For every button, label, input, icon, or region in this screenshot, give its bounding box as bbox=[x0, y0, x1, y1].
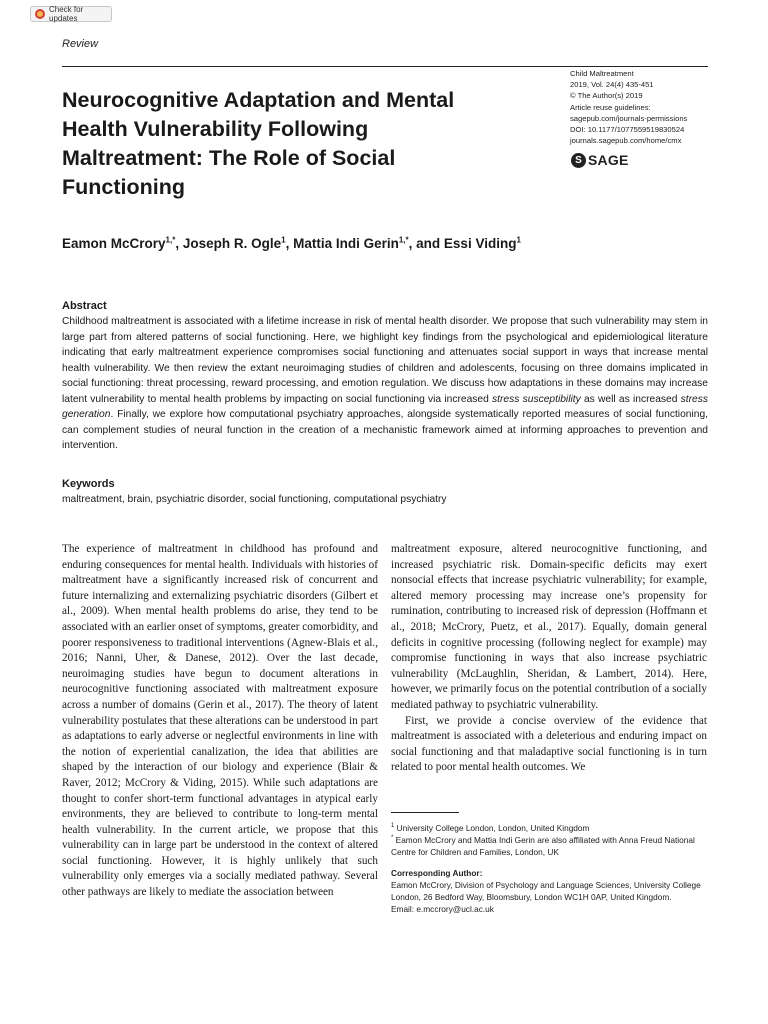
abstract-text-part: . Finally, we explore how computational psychiatry approaches, alongside systematically reported measures of social functioning, can complement studies of neural function in the creation of a mechanistic framework aimed at informing approaches to prevention and intervention. bbox=[62, 409, 708, 451]
article-title: Neurocognitive Adaptation and Mental Health Vulnerability Following Maltreatment: The Role of Social Functioning bbox=[62, 88, 455, 199]
journal-meta bbox=[570, 68, 720, 146]
email-link[interactable]: Email: e.mccrory@ucl.ac.uk bbox=[391, 904, 494, 914]
author-affiliation-mark: 1 bbox=[516, 235, 521, 245]
star-note-text: Eamon McCrory and Mattia Indi Gerin are also affiliated with Anna Freud National Centre for Children and Families, London, UK bbox=[391, 835, 695, 857]
abstract-heading: Abstract bbox=[62, 300, 107, 312]
doi-link[interactable]: DOI: 10.1177/1077559519830524 bbox=[570, 125, 685, 135]
crossmark-icon bbox=[35, 9, 45, 19]
author-list bbox=[62, 236, 521, 251]
author-separator: , and bbox=[408, 236, 444, 251]
author-affiliation-mark: 1,* bbox=[165, 235, 176, 245]
author-affiliation-mark: 1 bbox=[281, 235, 286, 245]
footnote-rule bbox=[391, 812, 459, 813]
author-separator: , bbox=[285, 236, 294, 251]
footnote-mark: * bbox=[391, 835, 394, 842]
abstract-text-part: as well as increased bbox=[580, 393, 681, 405]
copyright: © The Author(s) 2019 bbox=[570, 91, 643, 101]
abstract-text-part: Childhood maltreatment is associated with a lifetime increase in risk of mental health disorder. We propose that such vulnerability may stem in large part from altered patterns of social functioning. Here, we highlight key findings from the psychological and epidemiological literature indicating that early maltreatment experience compromises social functioning and attenuates social support in ways that increase mental health vulnerability. We then review the extant neuroimaging studies of children and adolescents, focusing on three domains implicated in social functioning: threat processing, reward processing, and emotion regulation. We discuss how adaptations in these domains may increase latent vulnerability to mental health problems by impacting on social functioning via increased bbox=[62, 316, 708, 405]
author-name: Eamon McCrory bbox=[62, 236, 166, 251]
publisher-logo bbox=[571, 152, 628, 168]
journal-volume: 2019, Vol. 24(4) 435-451 bbox=[570, 80, 654, 90]
body-paragraph: First, we provide a concise overview of the evidence that maltreatment is associated with a deleterious and enduring impact on social functioning and that maladaptive social functioning is in turn related to poor mental health outcomes. We bbox=[391, 714, 707, 774]
abstract-emphasis: stress generation bbox=[62, 393, 708, 420]
check-for-updates-label: Check for updates bbox=[49, 5, 84, 23]
corresponding-author-heading: Corresponding Author: bbox=[391, 868, 483, 878]
affiliation-text: University College London, London, United Kingdom bbox=[396, 823, 590, 833]
footnotes bbox=[391, 822, 709, 915]
corresponding-author-text: Eamon McCrory, Division of Psychology and Language Sciences, University College London, 26 Bedford Way, Bloomsbury, London WC1H 0AP, United Kingdom. bbox=[391, 880, 701, 902]
author-name: Mattia Indi Gerin bbox=[293, 236, 399, 251]
keywords-text: maltreatment, brain, psychiatric disorder, social functioning, computational psychiatry bbox=[62, 494, 447, 505]
journal-name: Child Maltreatment bbox=[570, 69, 634, 78]
author-name: Joseph R. Ogle bbox=[182, 236, 282, 251]
keywords-heading: Keywords bbox=[62, 478, 115, 490]
sage-s-icon: S bbox=[571, 153, 586, 168]
author-name: Essi Viding bbox=[443, 236, 517, 251]
star-footnote bbox=[391, 834, 709, 858]
abstract-text bbox=[62, 314, 708, 454]
body-column-left bbox=[62, 542, 378, 901]
section-label: Review bbox=[62, 38, 99, 50]
author-affiliation-mark: 1,* bbox=[398, 235, 409, 245]
body-paragraph: The experience of maltreatment in childhood has profound and enduring consequences for mental health. Individuals with histories of maltreatment have a significantly increased risk of concurrent and future internalizing and externalizing psychiatric disorders (Gilbert et al., 2009). When mental health problems do arise, they tend to be associated with an earlier onset of symptoms, greater comorbidity, and poorer responsiveness to traditional interventions (Agnew-Blais et al., 2016; Nanni, Uher, & Danese, 2012). Over the last decade, neuroimaging studies have begun to document alterations in neurocognitive functioning associated with maltreatment exposure across a number of domains (Gerin et al., 2017). The theory of latent vulnerability postulates that these alterations can be understood in part as adaptations to early adverse or neglectful environments in line with the notion of experiential canalization, the idea that abilities are shaped by the interaction of our biology and experience (Blair & Raver, 2012; McCrory & Viding, 2015). While such adaptations are thought to confer short-term functional advantages in atypical early environments, they are believed to contribute to long-term mental health vulnerability. In the current article, we propose that this vulnerability can in large part be understood in the context of altered social functioning. However, it is highly unlikely that such vulnerability only emerges via a socially mediated pathway. Several other pathways are likely to mediate the association between bbox=[62, 543, 378, 899]
body-column-right bbox=[391, 542, 707, 776]
abstract-emphasis: stress susceptibility bbox=[492, 393, 581, 405]
check-for-updates-button[interactable] bbox=[30, 6, 112, 22]
author-separator: , bbox=[175, 236, 183, 251]
journal-home-link[interactable]: journals.sagepub.com/home/cmx bbox=[570, 136, 682, 146]
reuse-guidelines-label: Article reuse guidelines: bbox=[570, 102, 651, 112]
publisher-name: SAGE bbox=[588, 152, 629, 168]
affiliation-footnote bbox=[391, 822, 709, 834]
header-rule bbox=[62, 66, 708, 67]
footnote-mark: 1 bbox=[391, 823, 395, 830]
body-paragraph: maltreatment exposure, altered neurocognitive functioning, and increased psychiatric risk. Domain-specific deficits may exert nonsocial effects that increase psychiatric vulnerability; for example, altered memory processing may increase one’s propensity for rumination, contributing to increased risk of depression (Hoffmann et al., 2018; McCrory, Puetz, et al., 2017). Equally, domain general deficits in cognitive processing (following neglect for example) may compromise functioning in ways that also increase psychiatric vulnerability (McLaughlin, Sheridan, & Lambert, 2014). Here, however, we primarily focus on the potential contribution of a socially mediated pathway to psychiatric vulnerability. bbox=[391, 543, 707, 711]
permissions-link[interactable]: sagepub.com/journals-permissions bbox=[570, 113, 688, 123]
